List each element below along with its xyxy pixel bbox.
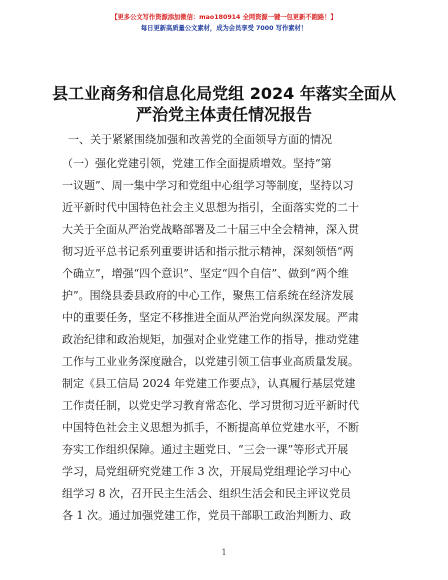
body-paragraph-line: （一）强化党建引领，党建工作全面提质增效。坚持“第 <box>62 157 332 170</box>
body-paragraph-line: 中国特色社会主义思想为抓手，不断提高单位党建水平，不断 <box>62 421 359 434</box>
body-paragraph-line: 工作责任制，以党史学习教育常态化、学习贯彻习近平新时代 <box>62 399 359 412</box>
body-paragraph-line: 各 1 次。通过加强党建工作，党员干部职工政治判断力、政 <box>62 509 351 522</box>
body-paragraph-line: 制定《县工信局 2024 年党建工作要点》，认真履行基层党建 <box>62 377 356 390</box>
promo-banner-line-1: 【更多公文写作资源添加微信：mao180914 全网资源一键一包更新不跑路！】 <box>111 13 337 21</box>
body-paragraph-line: 护”。围绕县委县政府的中心工作，聚焦工信系统在经济发展 <box>62 289 354 302</box>
body-paragraph-line: 组学习 8 次，召开民主生活会、组织生活会和民主评议党员 <box>62 487 351 500</box>
body-paragraph-line: 政治纪律和政治规矩，加强对企业党建工作的指导，推动党建 <box>62 333 359 346</box>
body-paragraph-line: 工作与工业业务深度融合，以党建引领工信事业高质量发展。 <box>62 355 359 368</box>
page-number: 1 <box>221 548 227 557</box>
body-paragraph-line: 彻习近平总书记系列重要讲话和指示批示精神，深刻领悟“两 <box>62 245 354 258</box>
promo-banner-line-2: 每日更新高质量公文素材，成为会员享受 7000 写作素材！ <box>140 24 308 32</box>
document-title-line-1: 县工业商务和信息化局党组 2024 年落实全面从 <box>52 84 396 103</box>
body-paragraph-line: 近平新时代中国特色社会主义思想为指引，全面落实党的二十 <box>62 201 359 214</box>
body-paragraph-line: 大关于全面从严治党战略部署及二十届三中全会精神，深入贯 <box>62 223 359 236</box>
body-paragraph-line: 个确立”，增强“四个意识”、坚定“四个自信”、做到“两个维 <box>62 267 349 280</box>
section-heading: 一、关于紧紧围绕加强和改善党的全面领导方面的情况 <box>68 133 332 146</box>
body-paragraph-line: 一议题”、周一集中学习和党组中心组学习等制度，坚持以习 <box>62 179 354 192</box>
body-paragraph-line: 学习，局党组研究党建工作 3 次，开展局党组理论学习中心 <box>62 465 351 478</box>
document-title-line-2: 严治党主体责任情况报告 <box>135 105 312 124</box>
body-paragraph-line: 夯实工作组织保障。通过主题党日、“三会一课”等形式开展 <box>62 443 349 456</box>
body-paragraph-line: 中的重要任务，坚定不移推进全面从严治党向纵深发展。严肃 <box>62 311 359 324</box>
